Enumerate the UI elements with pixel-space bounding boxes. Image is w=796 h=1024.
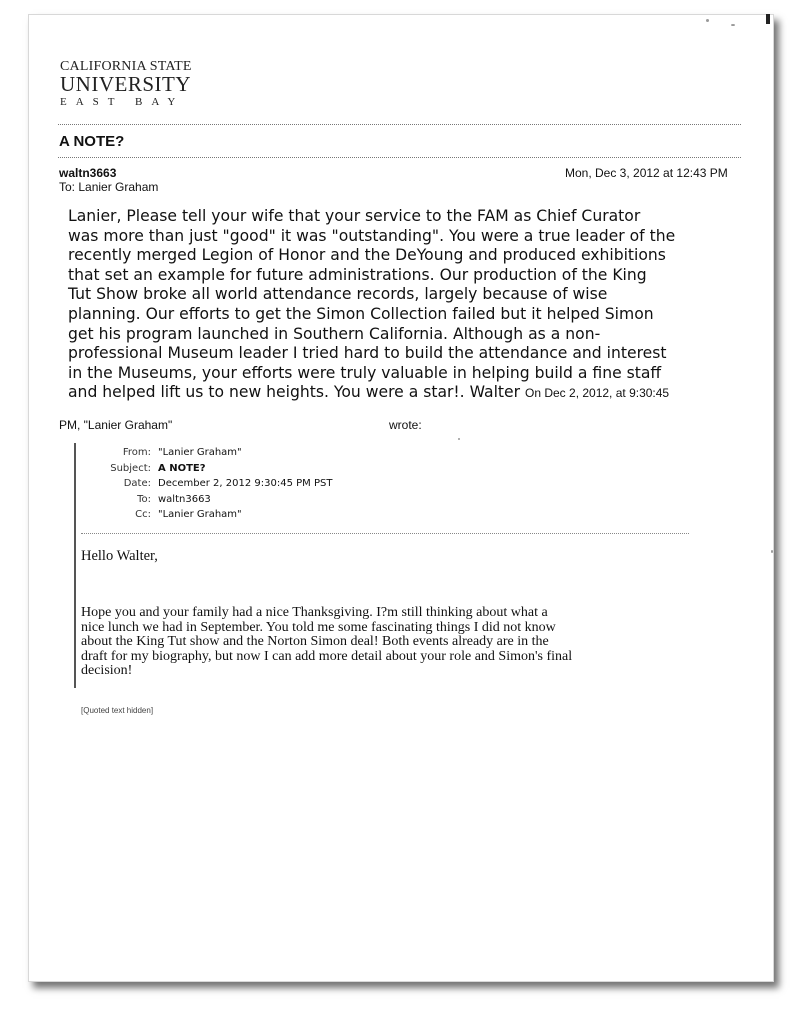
body-line: get his program launched in Southern California. Although as a non-	[68, 324, 601, 343]
quoted-body-line: nice lunch we had in September. You told me some fascinating things I did not know	[81, 619, 556, 635]
sender-name: waltn3663	[59, 166, 117, 180]
reply-attribution-start: On Dec 2, 2012, at 9:30:45	[525, 386, 670, 401]
body-line: recently merged Legion of Honor and the DeYoung and produced exhibitions	[68, 246, 666, 265]
logo-line-2: UNIVERSITY	[60, 72, 191, 96]
logo-line-3: EAST BAY	[60, 96, 185, 108]
reply-attribution-wrote: wrote:	[389, 418, 422, 432]
body-line: that set an example for future administrations. Our production of the King	[68, 265, 647, 284]
scan-speck	[706, 19, 709, 22]
scan-speck	[731, 24, 735, 26]
from-label: From:	[122, 447, 151, 458]
quoted-greeting: Hello Walter,	[81, 548, 158, 564]
from-value: "Lanier Graham"	[158, 447, 242, 458]
subject-value: A NOTE?	[158, 462, 206, 474]
to-label: To:	[137, 493, 151, 505]
body-line: was more than just "good" it was "outstanding". You were a true leader of the	[68, 226, 676, 245]
logo-line-1: CALIFORNIA STATE	[60, 59, 192, 74]
body-line: in the Museums, your efforts were truly valuable in helping build a fine staff	[68, 363, 662, 382]
body-line: Lanier, Please tell your wife that your service to the FAM as Chief Curator	[68, 207, 641, 225]
subject-label: Subject:	[110, 462, 151, 474]
quoted-header-labels	[84, 445, 151, 523]
date-label: Date:	[123, 478, 151, 489]
quoted-body-line: Hope you and your family had a nice Thanksgiving. I?m still thinking about what a	[81, 605, 548, 620]
body-line: Tut Show broke all world attendance records, largely because of wise	[68, 285, 608, 304]
cc-value: "Lanier Graham"	[158, 509, 242, 520]
body-line-text: and helped lift us to new heights. You were a star!. Walter	[68, 383, 521, 402]
cc-label: Cc:	[135, 509, 151, 520]
email-body	[68, 207, 738, 404]
quoted-text-hidden-note: [Quoted text hidden]	[81, 706, 154, 715]
body-line	[68, 383, 738, 404]
recipient-line: To: Lanier Graham	[59, 180, 159, 194]
header-divider	[58, 124, 741, 125]
email-date: Mon, Dec 3, 2012 at 12:43 PM	[565, 166, 728, 180]
quoted-body-line: about the King Tut show and the Norton Simon deal! Both events already are in the	[81, 634, 549, 650]
scan-edge-mark	[766, 14, 770, 24]
scan-speck	[458, 438, 460, 440]
email-subject: A NOTE?	[59, 133, 125, 150]
quoted-header-values	[158, 445, 332, 523]
body-line: planning. Our efforts to get the Simon Collection failed but it helped Simon	[68, 304, 654, 323]
subject-divider	[58, 157, 741, 158]
quote-bar	[74, 443, 76, 688]
date-value: December 2, 2012 9:30:45 PM PST	[158, 478, 333, 489]
scan-speck	[771, 550, 773, 553]
quoted-body-line: draft for my biography, but now I can add more detail about your role and Simon's final	[81, 648, 573, 664]
body-line: professional Museum leader I tried hard to build the attendance and interest	[68, 344, 667, 363]
quoted-body-line: decision!	[81, 663, 133, 679]
to-value: waltn3663	[158, 493, 211, 505]
university-logo	[60, 59, 192, 109]
quoted-header-divider	[81, 533, 689, 534]
reply-attribution-name: PM, "Lanier Graham"	[59, 418, 173, 432]
quoted-body	[81, 606, 681, 679]
